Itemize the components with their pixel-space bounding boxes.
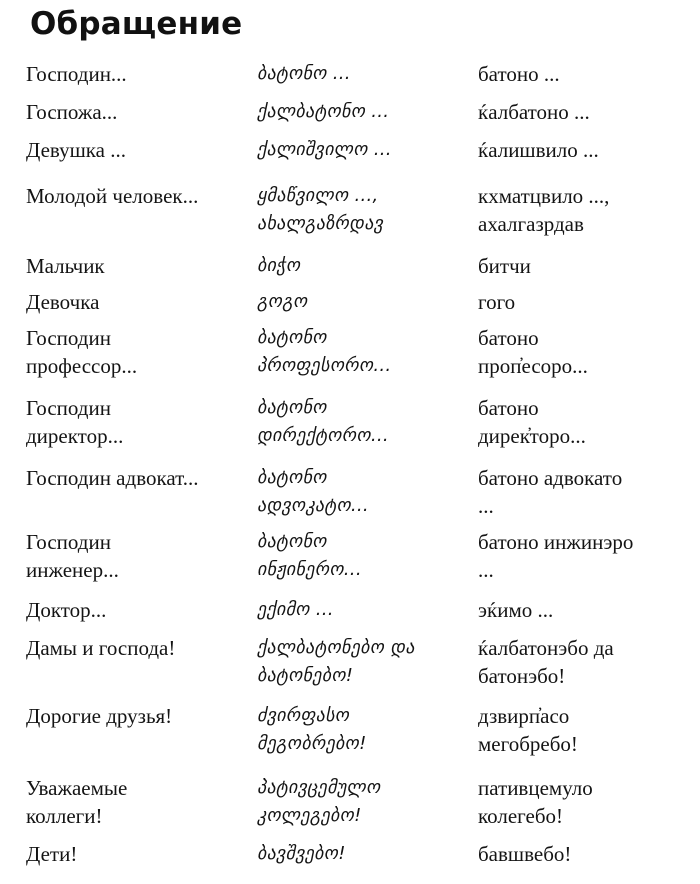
transliteration: ќалишвило ... (478, 138, 599, 162)
russian-phrase: Дорогие друзья! (26, 704, 173, 728)
russian-phrase: Мальчик (26, 254, 105, 278)
transliteration: ќалбатонэбо да батонэбо! (478, 636, 614, 688)
russian-phrase: Молодой человек... (26, 184, 199, 208)
transliteration: битчи (478, 254, 531, 278)
transliteration: батоно дирек̓торо... (478, 396, 586, 448)
georgian-phrase: ბატონო დირექტორო... (257, 397, 389, 446)
georgian-phrase: ბავშვებო! (257, 843, 346, 864)
russian-phrase: Дамы и господа! (26, 636, 176, 660)
russian-phrase: Девочка (26, 290, 100, 314)
transliteration: дзвирп̓асо мегобребо! (478, 704, 578, 756)
georgian-phrase: ქალიშვილო ... (257, 139, 392, 160)
transliteration: гого (478, 290, 516, 314)
russian-phrase: Господин... (26, 62, 127, 86)
georgian-phrase: ექიმო ... (257, 599, 334, 620)
transliteration: батоно проп̓есоро... (478, 326, 588, 378)
georgian-phrase: ქალბატონებო და ბატონებო! (257, 637, 415, 686)
transliteration: батоно ... (478, 62, 560, 86)
russian-phrase: Доктор... (26, 598, 107, 622)
georgian-phrase: ძვირფასო მეგობრებო! (257, 705, 367, 754)
transliteration: бавшвебо! (478, 842, 572, 866)
georgian-phrase: პატივცემულო კოლეგებო! (257, 777, 381, 826)
transliteration: батоно адвокато ... (478, 466, 623, 518)
georgian-phrase: ბატონო ინჟინერო... (257, 531, 362, 580)
georgian-phrase: ბიჭო (257, 255, 301, 276)
georgian-phrase: გოგო (257, 291, 308, 312)
russian-phrase: Дети! (26, 842, 78, 866)
georgian-phrase: ქალბატონო ... (257, 101, 390, 122)
russian-phrase: Господин директор... (26, 396, 124, 448)
transliteration: пативцемуло колегебо! (478, 776, 593, 828)
georgian-phrase: ყმაწვილო ..., ახალგაზრდავ (257, 185, 384, 234)
russian-phrase: Господин адвокат... (26, 466, 199, 490)
transliteration: батоно инжинэро ... (478, 530, 634, 582)
transliteration: ќалбатоно ... (478, 100, 590, 124)
georgian-phrase: ბატონო ადვოკატო... (257, 467, 369, 516)
russian-phrase: Девушка ... (26, 138, 126, 162)
russian-phrase: Господин профессор... (26, 326, 138, 378)
russian-phrase: Господин инженер... (26, 530, 119, 582)
georgian-phrase: ბატონო ... (257, 63, 351, 84)
transliteration: эќимо ... (478, 598, 554, 622)
georgian-phrase: ბატონო პროფესორო... (257, 327, 392, 376)
russian-phrase: Госпожа... (26, 100, 118, 124)
section-title: Обращение (30, 6, 243, 42)
russian-phrase: Уважаемые коллеги! (26, 776, 128, 828)
transliteration: кхматцвило ..., ахалгазрдав (478, 184, 610, 236)
